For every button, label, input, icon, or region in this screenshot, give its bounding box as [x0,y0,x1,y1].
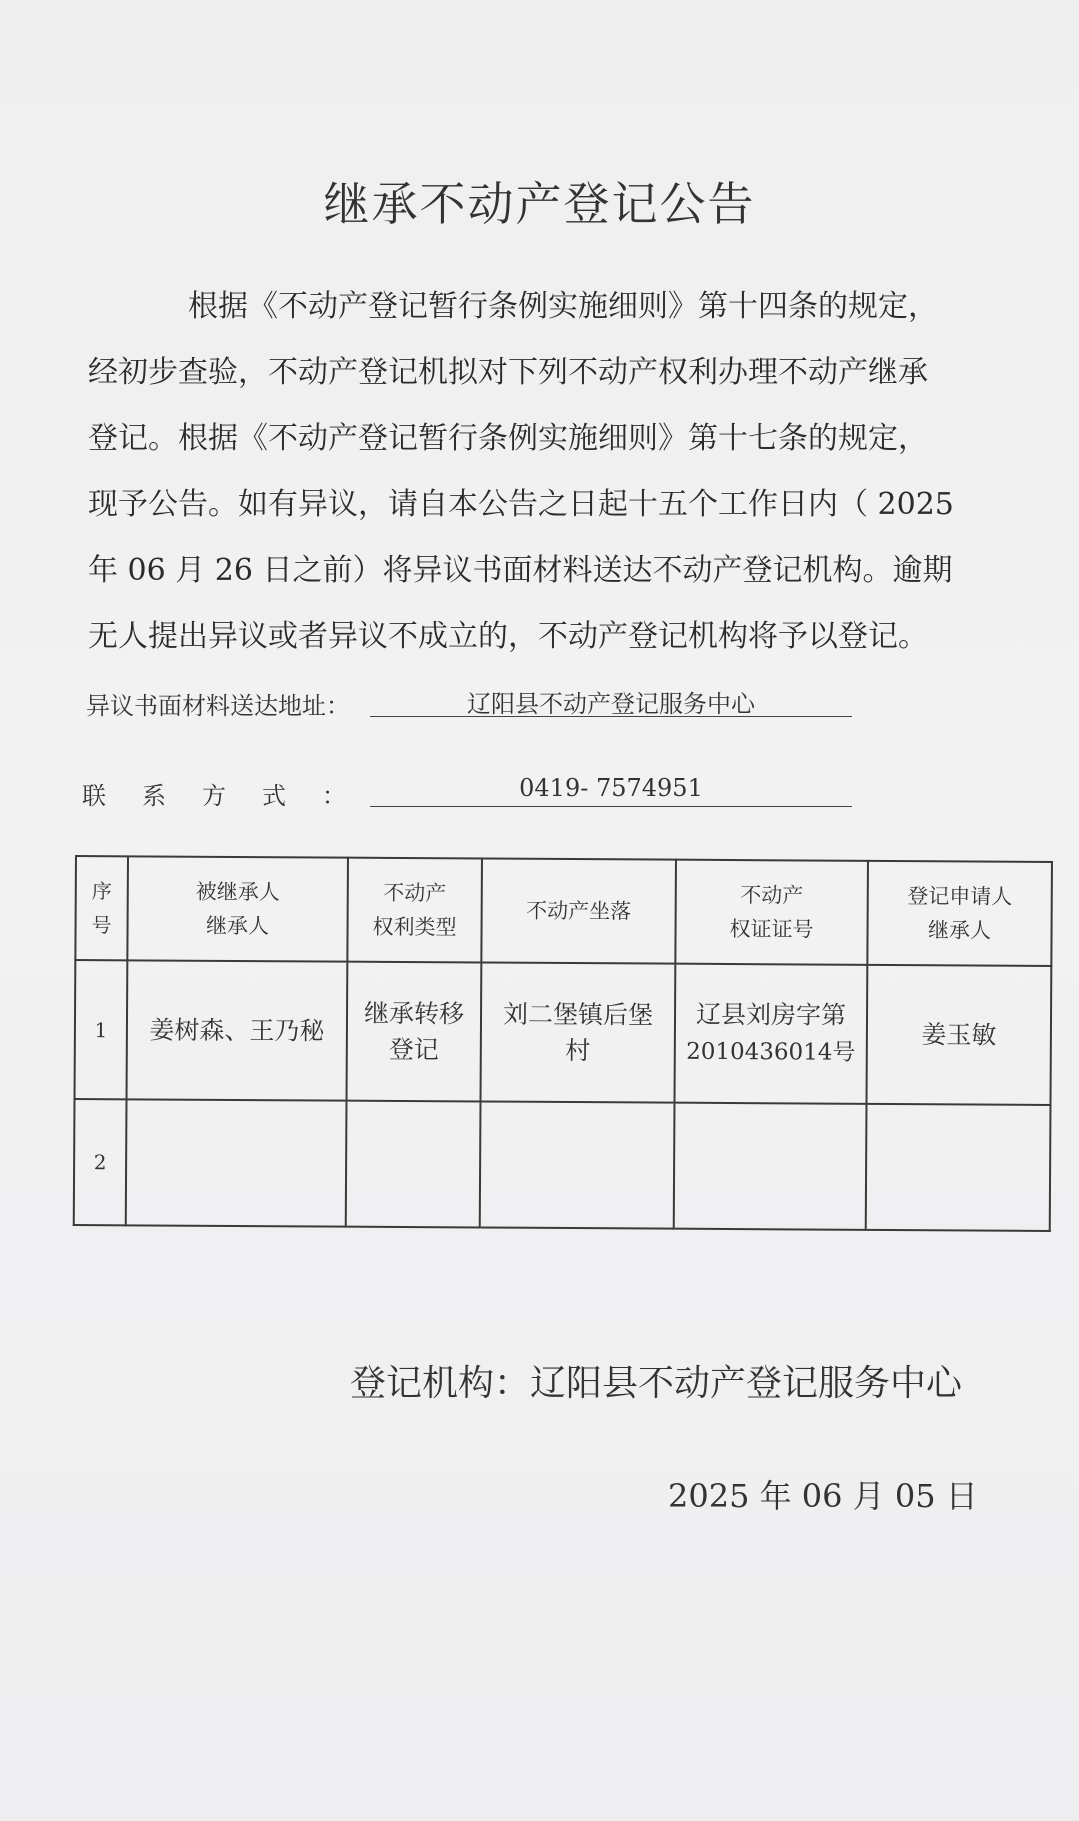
body-line: 现予公告。如有异议，请自本公告之日起十五个工作日内（ 2025 [88,487,954,522]
registration-table [73,855,1053,1232]
cell-no: 2 [74,1099,127,1225]
table-row [74,1099,1051,1231]
header-right-type: 不动产 权利类型 [347,858,482,963]
header-no: 序 号 [75,856,128,960]
objection-address-label: 异议书面材料送达地址： [86,692,350,720]
notice-body [88,274,988,670]
header-applicant: 登记申请人 继承人 [867,861,1052,966]
header-decedent-heir: 被继承人 继承人 [127,856,348,961]
cell-location: 刘二堡镇后堡村 [481,962,676,1102]
cell-decedent-heir [126,1099,347,1226]
body-line: 经初步查验，不动产登记机拟对下列不动产权利办理不动产继承 [88,355,928,390]
body-line: 根据《不动产登记暂行条例实施细则》第十四条的规定， [188,289,938,324]
header-cert-no: 不动产 权证证号 [675,860,868,965]
cell-applicant [866,1104,1051,1231]
table-row [75,960,1052,1105]
cell-no: 1 [75,960,128,1099]
contact-label: 联系方式： [82,782,382,810]
cell-cert-no [674,1103,867,1230]
contact-value: 0419- 7574951 [370,774,852,807]
cell-applicant: 姜玉敏 [866,965,1051,1105]
header-location: 不动产坐落 [481,858,676,963]
cell-location [480,1101,675,1228]
registration-authority: 登记机构：辽阳县不动产登记服务中心 [350,1363,963,1404]
objection-address-value: 辽阳县不动产登记服务中心 [370,684,852,717]
cell-decedent-heir: 姜树森、王乃秘 [127,960,348,1100]
notice-title: 继承不动产登记公告 [323,177,756,231]
body-line: 无人提出异议或者异议不成立的，不动产登记机构将予以登记。 [88,619,928,654]
notice-date: 2025 年 06 月 05 日 [668,1477,978,1515]
cell-cert-no: 辽县刘房字第 2010436014号 [674,964,867,1104]
body-line: 登记。根据《不动产登记暂行条例实施细则》第十七条的规定， [88,421,928,456]
table-header-row [75,856,1052,966]
cell-right-type: 继承转移登记 [347,962,482,1102]
body-line: 年 06 月 26 日之前）将异议书面材料送达不动产登记机构。逾期 [88,553,953,588]
cell-right-type [346,1101,481,1228]
